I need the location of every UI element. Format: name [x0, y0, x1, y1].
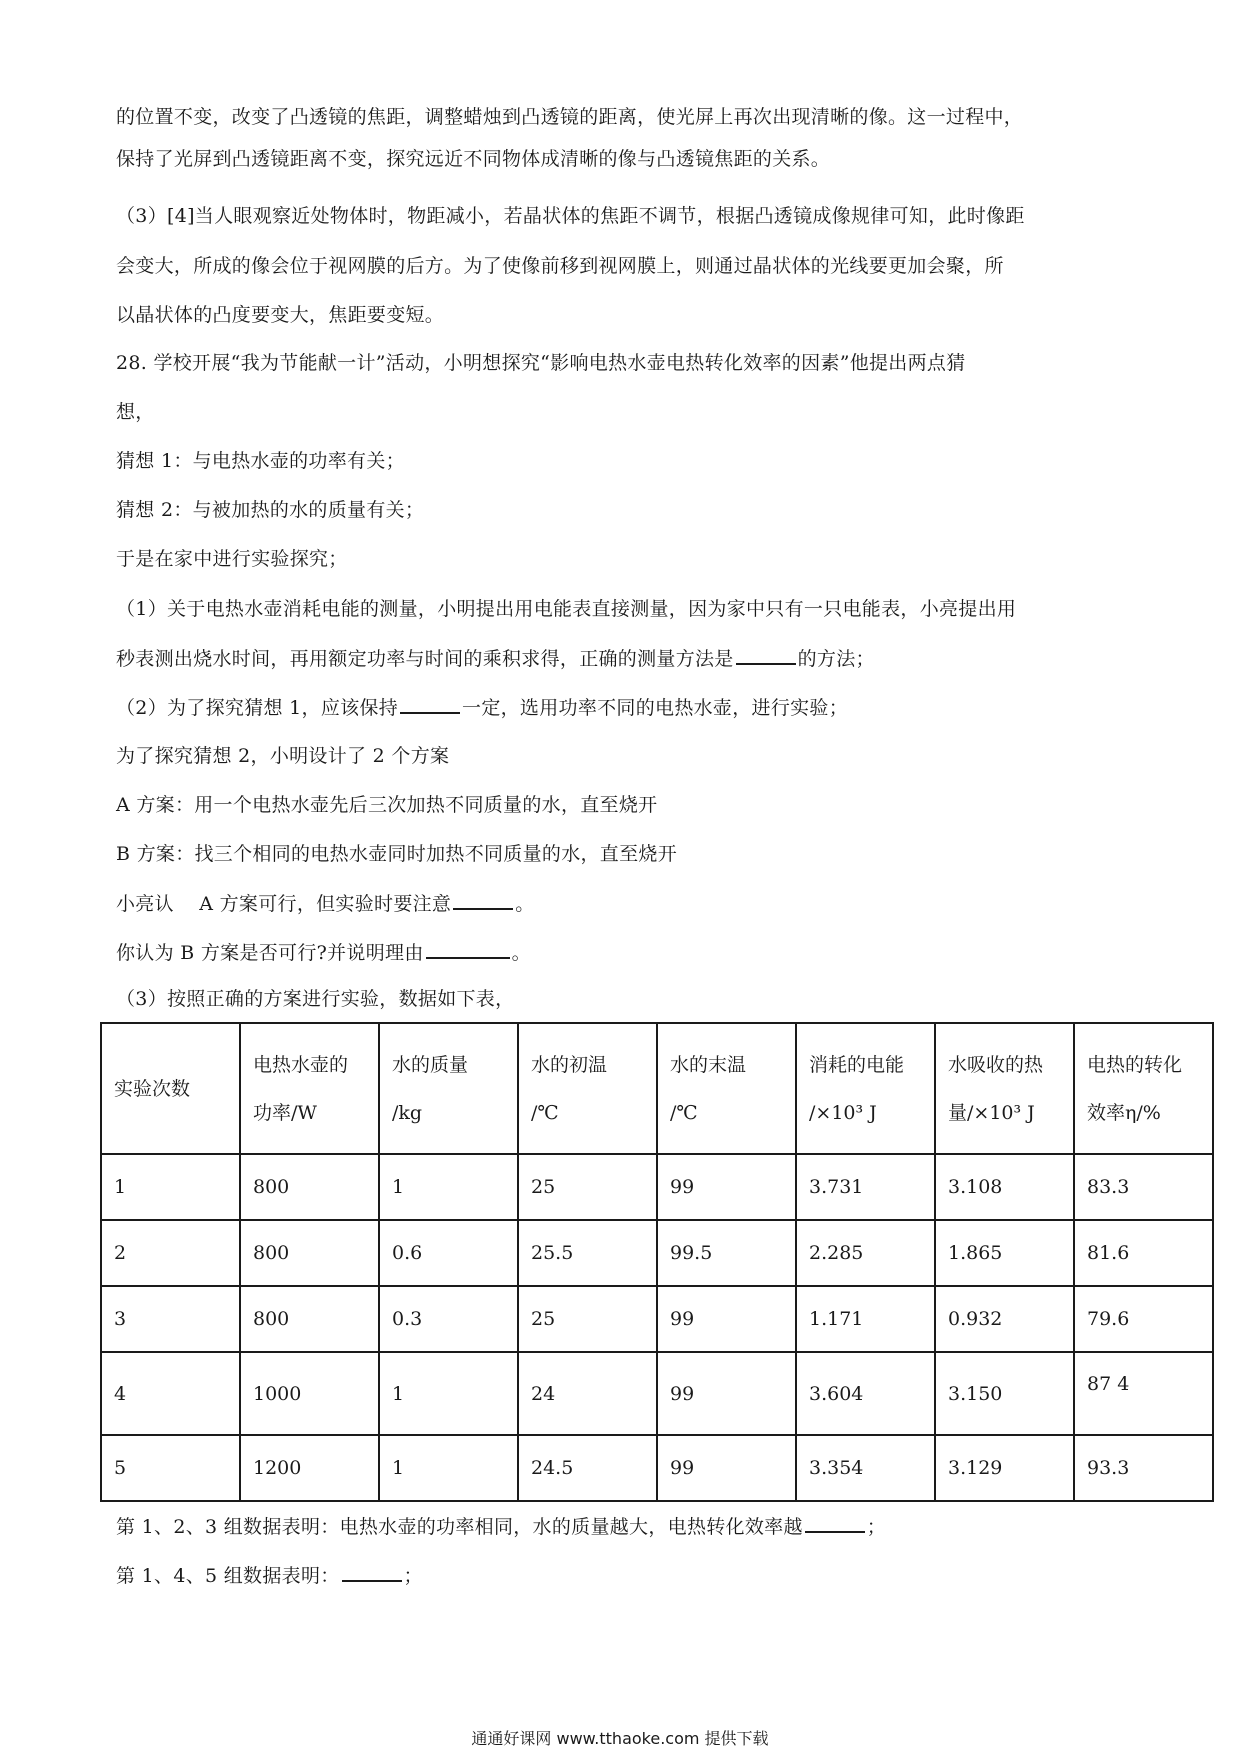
header-line: 效率η/% — [1087, 1101, 1161, 1124]
hypothesis-2: 猜想 2：与被加热的水的质量有关； — [116, 499, 425, 521]
table-cell: 800 — [240, 1286, 379, 1352]
table-cell: 25.5 — [518, 1220, 657, 1286]
table-cell: 0.6 — [379, 1220, 518, 1286]
table-cell: 1 — [379, 1154, 518, 1220]
table-cell: 87 4 — [1074, 1352, 1213, 1435]
plan-b-question — [116, 939, 531, 966]
header-line: 水的质量 — [392, 1053, 469, 1076]
conclusion-1 — [116, 1513, 886, 1540]
table-cell: 5 — [101, 1435, 240, 1501]
text: ； — [866, 1516, 887, 1538]
table-header-cell — [379, 1023, 518, 1154]
table-header-cell — [935, 1023, 1074, 1154]
table-cell: 0.932 — [935, 1286, 1074, 1352]
table-cell: 1.865 — [935, 1220, 1074, 1286]
table-cell: 3.731 — [796, 1154, 935, 1220]
header-line: /kg — [392, 1101, 423, 1124]
text: 你认为 B 方案是否可行?并说明理由 — [116, 942, 424, 964]
table-cell: 99.5 — [657, 1220, 796, 1286]
table-cell: 4 — [101, 1352, 240, 1435]
liang-opinion — [116, 890, 535, 917]
table-cell: 99 — [657, 1154, 796, 1220]
header-line: 水的初温 — [531, 1053, 608, 1076]
table-row — [101, 1435, 1213, 1501]
table-cell: 0.3 — [379, 1286, 518, 1352]
paragraph-line: 想， — [116, 401, 155, 423]
answer-blank[interactable] — [805, 1513, 865, 1533]
plan-intro: 为了探究猜想 2，小明设计了 2 个方案 — [116, 745, 450, 767]
paragraph-line: 会变大，所成的像会位于视网膜的后方。为了使像前移到视网膜上，则通过晶状体的光线要更加会聚，所 — [116, 255, 1004, 277]
table-header-cell — [657, 1023, 796, 1154]
header-line: 电热水壶的 — [253, 1053, 349, 1076]
header-line: /×10³ J — [809, 1101, 877, 1124]
answer-blank[interactable] — [400, 694, 460, 714]
page-footer: 通通好课网 www.tthaoke.com 提供下载 — [471, 1729, 769, 1748]
paragraph-line: 的位置不变，改变了凸透镜的焦距，调整蜡烛到凸透镜的距离，使光屏上再次出现清晰的像。这一过程中， — [116, 106, 1024, 128]
table-cell: 25 — [518, 1286, 657, 1352]
table-cell: 2.285 — [796, 1220, 935, 1286]
sub-question-1-line2 — [116, 645, 875, 672]
table-cell: 24 — [518, 1352, 657, 1435]
table-cell: 99 — [657, 1352, 796, 1435]
sub-question-3: （3）按照正确的方案进行实验，数据如下表， — [116, 988, 515, 1010]
text: 小亮认 A 方案可行，但实验时要注意 — [116, 893, 452, 915]
table-cell: 3.354 — [796, 1435, 935, 1501]
table-row — [101, 1352, 1213, 1435]
answer-blank[interactable] — [453, 890, 513, 910]
table-cell: 1 — [379, 1435, 518, 1501]
header-line: 实验次数 — [114, 1077, 191, 1100]
conclusion-2 — [116, 1562, 423, 1589]
text: 第 1、4、5 组数据表明： — [116, 1565, 340, 1587]
sub-question-1: （1）关于电热水壶消耗电能的测量，小明提出用电能表直接测量，因为家中只有一只电能表，小亮提出用 — [116, 598, 1017, 620]
table-header-row — [101, 1023, 1213, 1154]
table-cell: 1200 — [240, 1435, 379, 1501]
table-cell: 2 — [101, 1220, 240, 1286]
table-cell: 99 — [657, 1286, 796, 1352]
table-header-cell — [240, 1023, 379, 1154]
table-header-cell — [796, 1023, 935, 1154]
text: 。 — [515, 893, 535, 915]
text: ； — [403, 1565, 423, 1587]
table-header-cell — [518, 1023, 657, 1154]
data-table — [100, 1022, 1214, 1502]
header-line: 水吸收的热 — [948, 1053, 1044, 1076]
header-line: 功率/W — [253, 1101, 317, 1124]
question-28-stem: 28. 学校开展“我为节能献一计”活动，小明想探究“影响电热水壶电热转化效率的因素”他提出两点猜 — [116, 352, 966, 374]
header-line: 量/×10³ J — [948, 1101, 1035, 1124]
table-cell: 79.6 — [1074, 1286, 1213, 1352]
table-cell: 24.5 — [518, 1435, 657, 1501]
text: 一定，选用功率不同的电热水壶，进行实验； — [462, 697, 849, 719]
text: （2）为了探究猜想 1，应该保持 — [116, 697, 399, 719]
text: 。 — [511, 942, 531, 964]
answer-blank[interactable] — [736, 645, 796, 665]
paragraph-line: 以晶状体的凸度要变大，焦距要变短。 — [116, 304, 445, 326]
text: 秒表测出烧水时间，再用额定功率与时间的乘积求得，正确的测量方法是 — [116, 648, 734, 670]
table-cell: 3 — [101, 1286, 240, 1352]
table-cell: 81.6 — [1074, 1220, 1213, 1286]
table-cell: 83.3 — [1074, 1154, 1213, 1220]
text: 的方法； — [797, 648, 875, 670]
table-cell: 3.150 — [935, 1352, 1074, 1435]
table-row — [101, 1220, 1213, 1286]
table-cell: 3.604 — [796, 1352, 935, 1435]
paragraph-line: 于是在家中进行实验探究； — [116, 548, 348, 570]
header-line: 电热的转化 — [1087, 1053, 1183, 1076]
table-cell: 1 — [101, 1154, 240, 1220]
hypothesis-1: 猜想 1：与电热水壶的功率有关； — [116, 450, 405, 472]
header-line: 消耗的电能 — [809, 1053, 905, 1076]
plan-b: B 方案：找三个相同的电热水壶同时加热不同质量的水，直至烧开 — [116, 843, 678, 865]
text: 第 1、2、3 组数据表明：电热水壶的功率相同，水的质量越大，电热转化效率越 — [116, 1516, 803, 1538]
plan-a: A 方案：用一个电热水壶先后三次加热不同质量的水，直至烧开 — [116, 794, 658, 816]
table-cell: 99 — [657, 1435, 796, 1501]
table-cell: 1.171 — [796, 1286, 935, 1352]
table-cell: 3.129 — [935, 1435, 1074, 1501]
table-header-cell — [101, 1023, 240, 1154]
table-cell: 800 — [240, 1154, 379, 1220]
table-cell: 25 — [518, 1154, 657, 1220]
table-cell: 1 — [379, 1352, 518, 1435]
table-row — [101, 1286, 1213, 1352]
table-cell: 800 — [240, 1220, 379, 1286]
answer-blank[interactable] — [426, 939, 510, 959]
paragraph-line: （3）[4]当人眼观察近处物体时，物距减小，若晶状体的焦距不调节，根据凸透镜成像规律可知，此时像距 — [116, 205, 1025, 227]
header-line: /℃ — [670, 1101, 698, 1124]
header-line: /℃ — [531, 1101, 559, 1124]
header-line: 水的末温 — [670, 1053, 747, 1076]
paragraph-line: 保持了光屏到凸透镜距离不变，探究远近不同物体成清晰的像与凸透镜焦距的关系。 — [116, 148, 831, 170]
table-cell: 3.108 — [935, 1154, 1074, 1220]
table-header-cell — [1074, 1023, 1213, 1154]
table-cell: 93.3 — [1074, 1435, 1213, 1501]
answer-blank[interactable] — [342, 1562, 402, 1582]
table-cell: 1000 — [240, 1352, 379, 1435]
table-row — [101, 1154, 1213, 1220]
sub-question-2 — [116, 694, 848, 721]
